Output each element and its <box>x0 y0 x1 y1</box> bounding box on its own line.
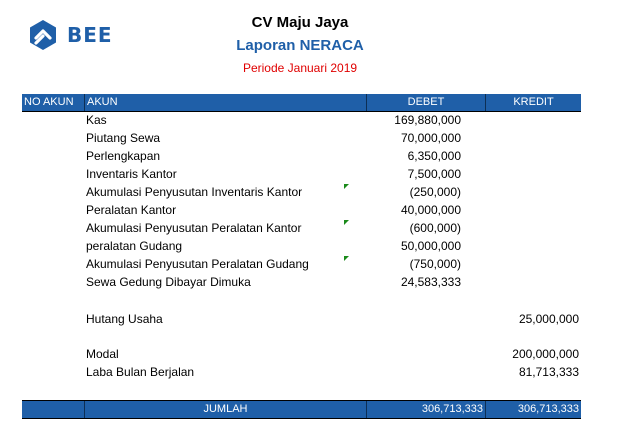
debet-value: 169,880,000 <box>394 113 461 127</box>
total-row <box>22 400 581 419</box>
account-name: Akumulasi Penyusutan Inventaris Kantor <box>86 185 303 199</box>
account-name: peralatan Gudang <box>86 239 183 253</box>
col-header-kredit: KREDIT <box>485 94 581 111</box>
account-name: Kas <box>86 113 107 127</box>
bee-logo-icon <box>27 19 59 51</box>
debet-value: (750,000) <box>409 257 461 271</box>
account-name: Piutang Sewa <box>86 131 161 145</box>
col-header-debet: DEBET <box>366 94 485 111</box>
brand-name: BEE <box>67 23 113 47</box>
debet-value: 7,500,000 <box>407 167 461 181</box>
account-name: Modal <box>86 347 119 361</box>
report-title: Laporan NERACA <box>236 37 364 54</box>
table-row <box>0 363 628 381</box>
account-name: Inventaris Kantor <box>86 167 177 181</box>
company-name: CV Maju Jaya <box>251 14 349 31</box>
brand-logo <box>27 19 113 51</box>
col-header-no-akun: NO AKUN <box>24 96 74 108</box>
table-row <box>0 129 628 147</box>
table-row <box>0 310 628 328</box>
debet-value: 70,000,000 <box>400 131 461 145</box>
cell-comment-marker <box>344 256 349 261</box>
debet-value: 6,350,000 <box>407 149 461 163</box>
kredit-value: 200,000,000 <box>512 347 579 361</box>
total-debet: 306,713,333 <box>366 401 485 418</box>
table-row <box>0 255 628 273</box>
account-name: Perlengkapan <box>86 149 161 163</box>
account-name: Hutang Usaha <box>86 312 163 326</box>
table-row <box>0 147 628 165</box>
debet-value: 50,000,000 <box>400 239 461 253</box>
debet-value: 40,000,000 <box>400 203 461 217</box>
table-row <box>0 111 628 129</box>
debet-value: (250,000) <box>409 185 461 199</box>
debet-value: 24,583,333 <box>400 275 461 289</box>
table-row <box>0 201 628 219</box>
table-row <box>0 219 628 237</box>
table-row <box>0 183 628 201</box>
account-name: Peralatan Kantor <box>86 203 177 217</box>
debet-value: (600,000) <box>409 221 461 235</box>
cell-comment-marker <box>344 184 349 189</box>
table-row <box>0 345 628 363</box>
table-row <box>0 273 628 291</box>
total-empty-cell <box>22 401 84 418</box>
kredit-value: 81,713,333 <box>518 365 579 379</box>
account-name: Akumulasi Penyusutan Peralatan Kantor <box>86 221 302 235</box>
table-header <box>22 94 581 112</box>
kredit-value: 25,000,000 <box>518 312 579 326</box>
col-header-akun: AKUN <box>84 94 366 111</box>
account-name: Laba Bulan Berjalan <box>86 365 195 379</box>
table-row <box>0 237 628 255</box>
table-row <box>0 165 628 183</box>
account-name: Akumulasi Penyusutan Peralatan Gudang <box>86 257 309 271</box>
account-name: Sewa Gedung Dibayar Dimuka <box>86 275 251 289</box>
total-label: JUMLAH <box>84 401 366 418</box>
report-period: Periode Januari 2019 <box>242 61 358 75</box>
total-kredit: 306,713,333 <box>485 401 581 418</box>
cell-comment-marker <box>344 220 349 225</box>
